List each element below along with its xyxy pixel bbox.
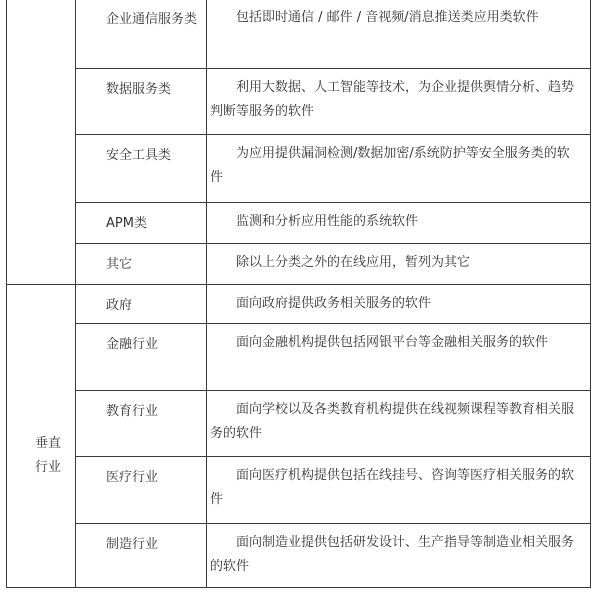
category-label: 政府	[106, 298, 133, 313]
category-cell	[76, 391, 207, 457]
group-label	[7, 0, 75, 146]
category-label: 教育行业	[106, 404, 159, 419]
category-table	[6, 0, 591, 588]
table-row	[7, 324, 591, 391]
group-cell	[7, 0, 76, 285]
table-row	[7, 285, 591, 324]
description-text: 除以上分类之外的在线应用，暂列为其它	[236, 255, 471, 270]
table-row	[7, 244, 591, 285]
description-cell	[207, 524, 591, 588]
description-cell	[207, 391, 591, 457]
category-cell	[76, 0, 207, 69]
category-cell	[76, 285, 207, 324]
category-label: 制造行业	[106, 537, 159, 552]
category-cell	[76, 203, 207, 244]
table-row	[7, 391, 591, 457]
description-text: 面向制造业提供包括研发设计、生产指导等制造业相关服务的软件	[210, 535, 575, 574]
description-text: 包括即时通信 / 邮件 / 音视频/消息推送类应用类软件	[236, 10, 539, 25]
category-cell	[76, 324, 207, 391]
category-label: 企业通信服务类	[106, 12, 198, 27]
description-cell	[207, 135, 591, 203]
description-text: 利用大数据、人工智能等技术，为企业提供舆情分析、趋势判断等服务的软件	[210, 80, 575, 119]
table-row	[7, 135, 591, 203]
category-label: 数据服务类	[106, 82, 172, 97]
table-row	[7, 69, 591, 135]
description-cell	[207, 244, 591, 285]
table-row	[7, 457, 591, 524]
table-row	[7, 524, 591, 588]
description-cell	[207, 0, 591, 69]
category-cell	[76, 69, 207, 135]
description-text: 面向金融机构提供包括网银平台等金融相关服务的软件	[236, 335, 549, 350]
table-row	[7, 203, 591, 244]
category-label: 安全工具类	[106, 148, 172, 163]
description-cell	[207, 285, 591, 324]
description-text: 为应用提供漏洞检测/数据加密/系统防护等安全服务类的软件	[210, 146, 570, 185]
category-cell	[76, 244, 207, 285]
description-text: 监测和分析应用性能的系统软件	[236, 214, 419, 229]
group-cell	[7, 285, 76, 588]
category-cell	[76, 524, 207, 588]
category-cell	[76, 457, 207, 524]
description-cell	[207, 69, 591, 135]
description-cell	[207, 203, 591, 244]
table-row	[7, 0, 591, 69]
category-label: 金融行业	[106, 337, 159, 352]
group-label: 垂直行业	[35, 436, 62, 475]
category-cell	[76, 135, 207, 203]
description-text: 面向政府提供政务相关服务的软件	[236, 296, 432, 311]
description-text: 面向医疗机构提供包括在线挂号、咨询等医疗相关服务的软件	[210, 468, 575, 507]
category-label: 其它	[106, 257, 133, 272]
description-cell	[207, 324, 591, 391]
description-cell	[207, 457, 591, 524]
category-label: 医疗行业	[106, 470, 159, 485]
category-label: APM类	[106, 216, 147, 231]
description-text: 面向学校以及各类教育机构提供在线视频课程等教育相关服务的软件	[210, 402, 575, 441]
